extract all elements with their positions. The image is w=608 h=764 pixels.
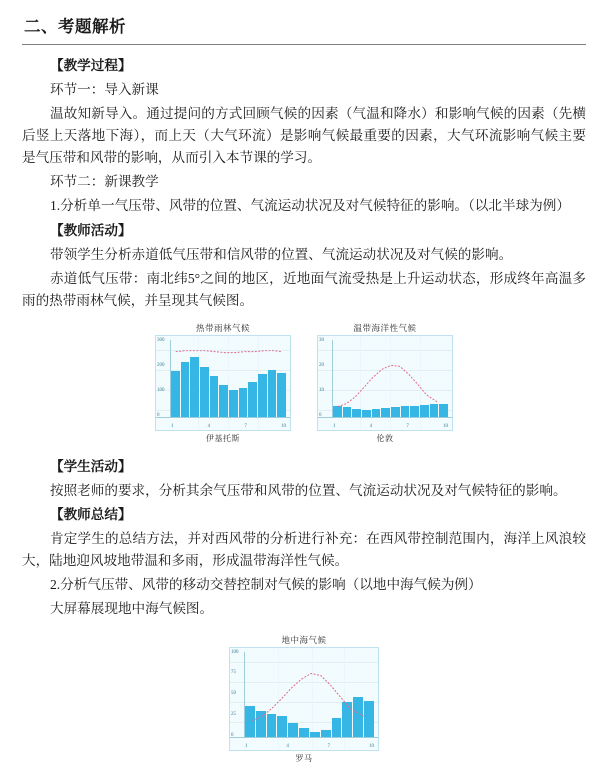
- teacher-activity-text: 带领学生分析赤道低气压带和信风带的位置、气流运动状况及对气候的影响。: [50, 246, 513, 262]
- teacher-activity-label: 【教师活动】: [50, 222, 132, 238]
- chart-pair: [22, 322, 586, 444]
- point-two-text: 大屏幕展现地中海气候图。: [50, 600, 214, 616]
- page-title: 二、考题解析: [24, 17, 126, 36]
- temperature-line: [230, 648, 378, 750]
- chart-rainforest: [155, 322, 291, 444]
- chart-caption: 罗马: [295, 753, 313, 763]
- equator-belt-text: 赤道低气压带：南北纬5°之间的地区，近地面气流受热是上升运动状态，形成终年高温多雨的热带雨林气候，并呈现其气候图。: [22, 270, 586, 308]
- teacher-summary-label: 【教师总结】: [50, 506, 132, 522]
- step-one-text: 温故知新导入。通过提问的方式回顾气候的因素（气温和降水）和影响气候的因素（先横后竖上天落地下海），而上天（大气环流）是影响气候最重要的因素，大气环流影响气候主要是气压带和风带的影响，从而引入本节课的学习。: [22, 106, 586, 166]
- chart-title: 热带雨林气候: [195, 322, 250, 333]
- x-tick-labels: 1 4 7 10: [245, 743, 374, 749]
- chart-plot-area: [317, 335, 453, 431]
- chart-title: 地中海气候: [281, 634, 327, 645]
- chart-oceanic: [317, 322, 453, 444]
- step-one-label: 环节一：导入新课: [50, 82, 159, 98]
- temperature-line: [318, 336, 452, 430]
- title-divider: [22, 44, 586, 45]
- x-tick-labels: 1 4 7 10: [171, 423, 286, 429]
- teacher-summary-text: 肯定学生的总结方法，并对西风带的分析进行补充：在西风带控制范围内，海洋上风浪较大，陆地迎风坡地带温和多雨，形成温带海洋性气候。: [22, 530, 586, 568]
- step-two-label: 环节二：新课教学: [50, 174, 159, 190]
- student-activity-text: 按照老师的要求，分析其余气压带和风带的位置、气流运动状况及对气候特征的影响。: [50, 482, 567, 498]
- chart-caption: 伦敦: [376, 433, 394, 443]
- y-tick-labels: 300 200 100 0: [157, 337, 165, 418]
- x-tick-labels: 1 4 7 10: [333, 423, 448, 429]
- chart-mediterranean: [229, 634, 379, 764]
- chart-plot-area: [229, 647, 379, 751]
- y-tick-labels: 30 20 10 0: [319, 337, 324, 418]
- chart-plot-area: [155, 335, 291, 431]
- chart-title: 温带海洋性气候: [353, 322, 417, 333]
- student-activity-label: 【学生活动】: [50, 458, 132, 474]
- y-tick-labels: 100 75 50 25 0: [231, 649, 239, 738]
- teaching-process-label: 【教学过程】: [50, 58, 132, 74]
- temperature-line: [156, 336, 290, 430]
- chart-caption: 伊基托斯: [206, 433, 240, 443]
- point-two: 2.分析气压带、风带的移动交替控制对气候的影响（以地中海气候为例）: [50, 576, 482, 592]
- chart-single: [22, 634, 586, 764]
- point-one: 1.分析单一气压带、风带的位置、气流运动状况及对气候特征的影响。（以北半球为例）: [50, 198, 570, 214]
